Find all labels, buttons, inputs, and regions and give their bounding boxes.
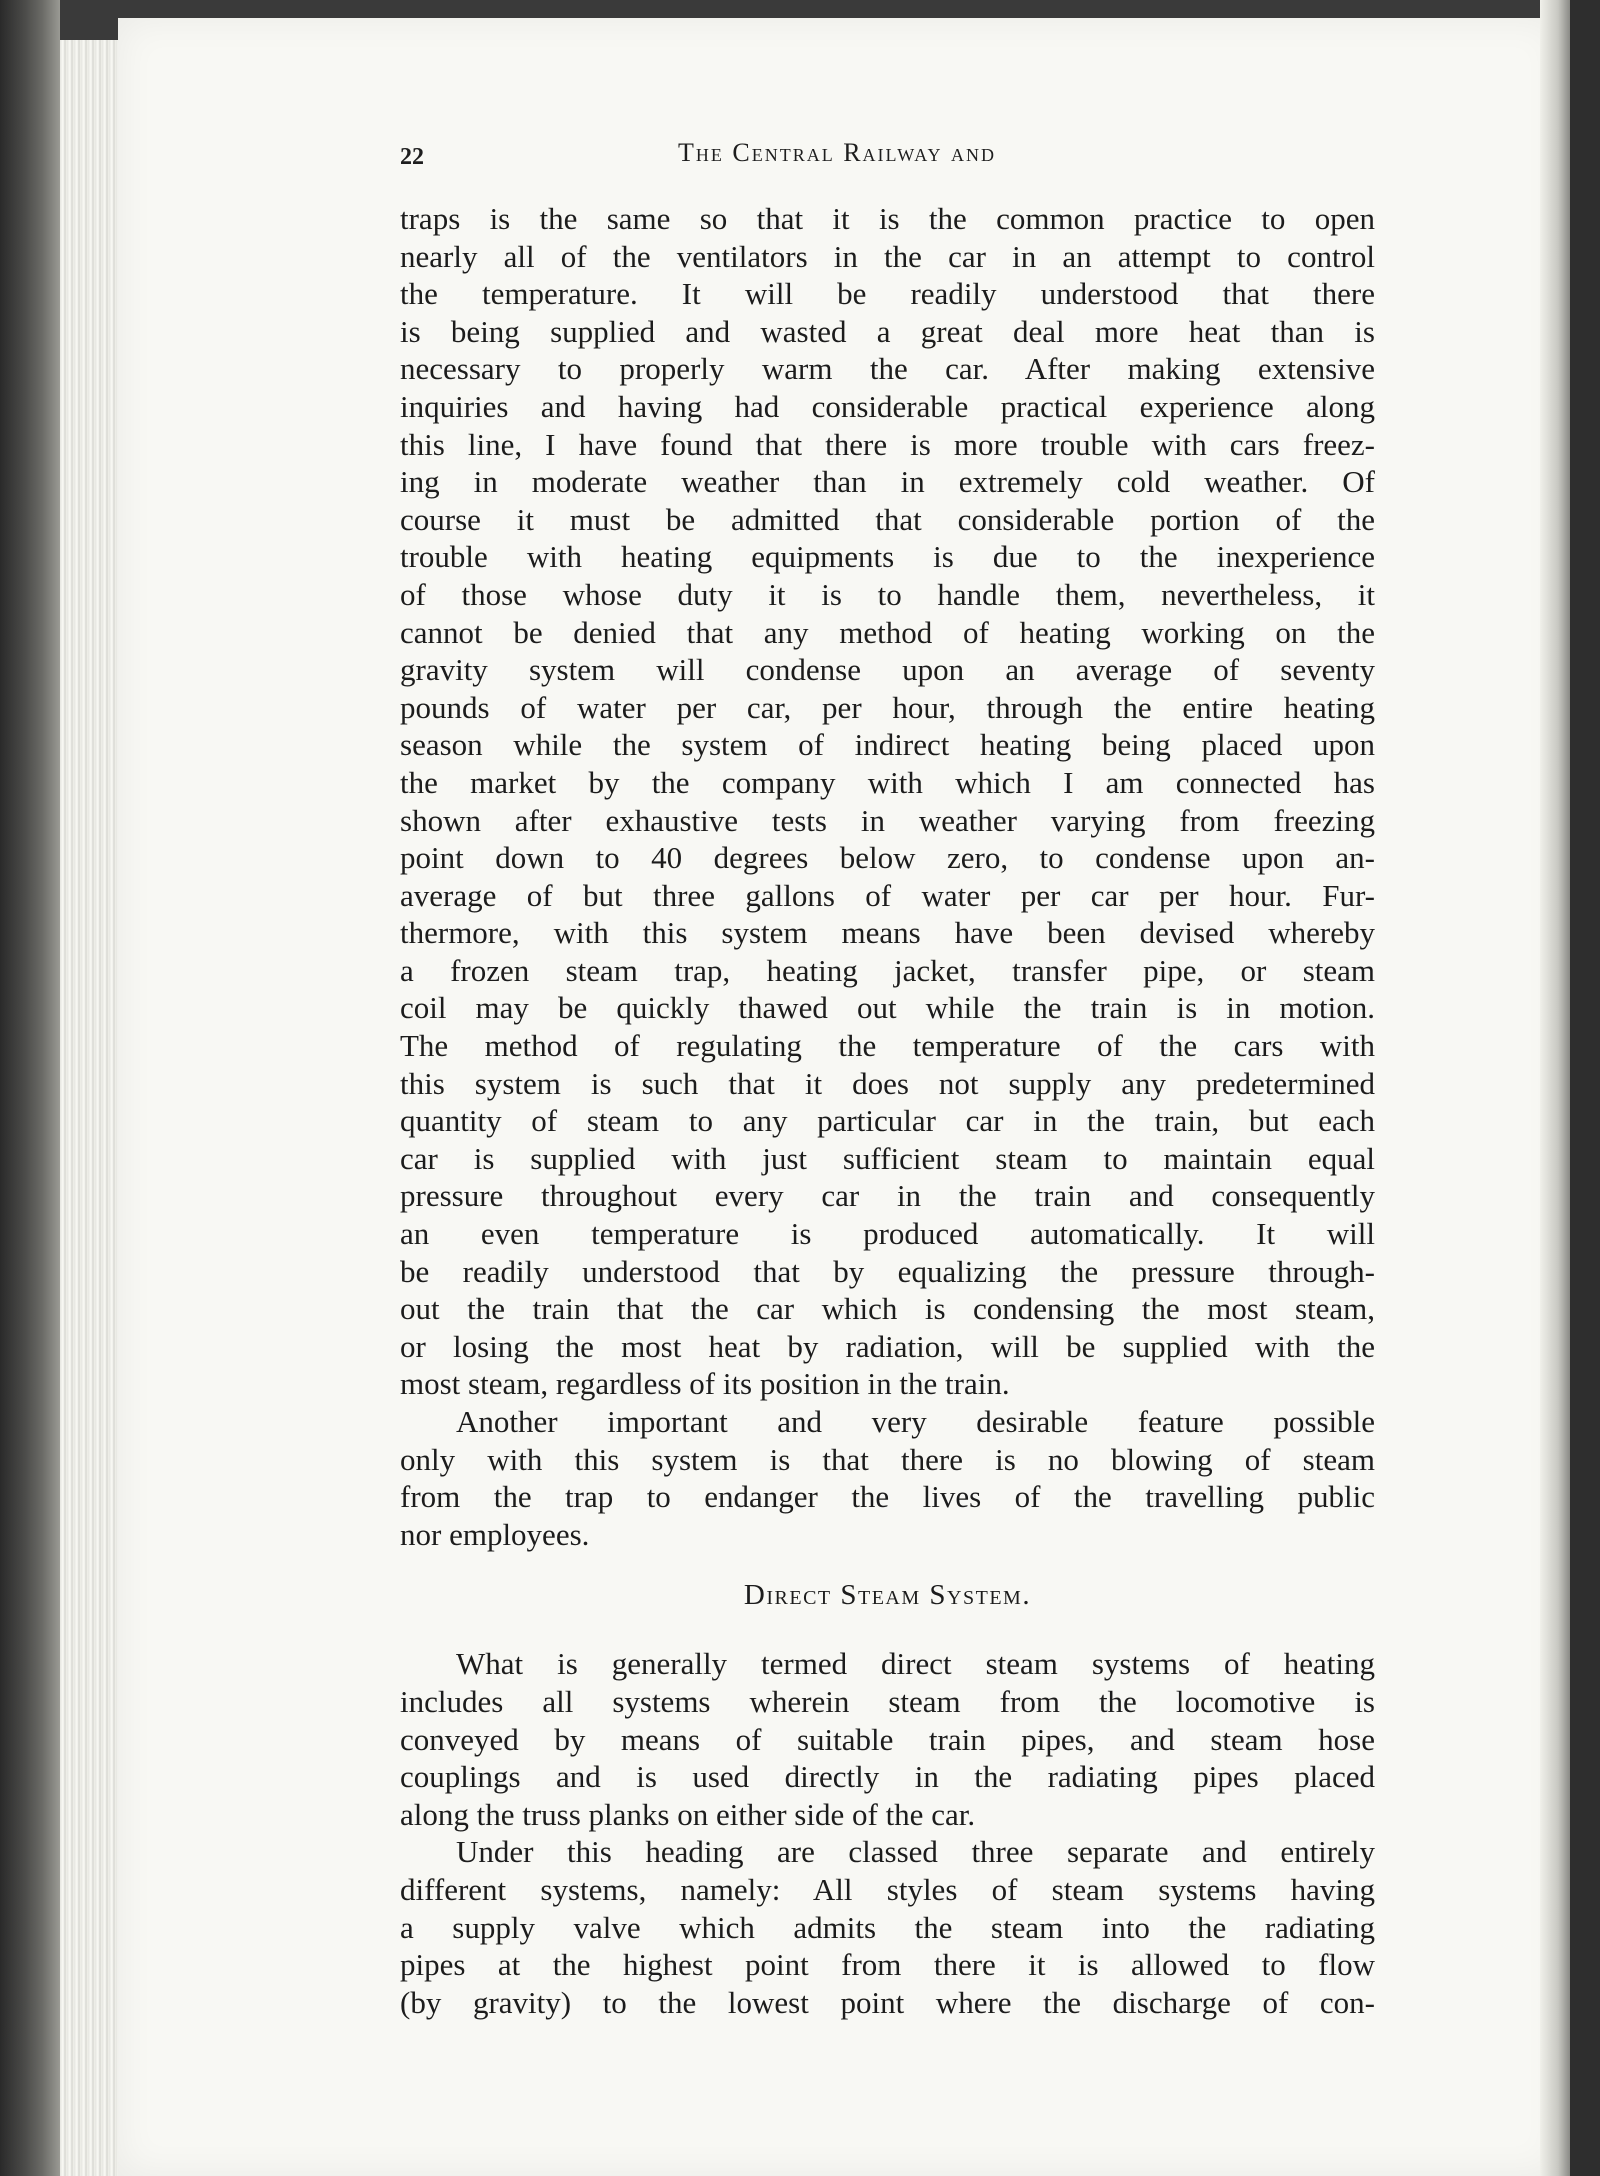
text-line: Under this heading are classed three separate and entirely	[456, 1834, 1375, 1870]
page-number: 22	[400, 144, 424, 170]
text-line: or losing the most heat by radiation, will be supplied with the	[400, 1328, 1375, 1364]
facing-page-edge	[1570, 0, 1600, 2176]
text-line: this line, I have found that there is more trouble with cars freez-	[400, 426, 1375, 462]
text-line: an even temperature is produced automatically. It will	[400, 1216, 1375, 1252]
text-line: quantity of steam to any particular car in the train, but each	[400, 1103, 1375, 1139]
text-line: season while the system of indirect heating being placed upon	[400, 727, 1375, 763]
text-line: What is generally termed direct steam systems of heating	[456, 1646, 1375, 1682]
text-line: nor employees.	[400, 1516, 590, 1552]
text-line: along the truss planks on either side of the car.	[400, 1796, 976, 1832]
text-line: a frozen steam trap, heating jacket, transfer pipe, or steam	[400, 952, 1375, 988]
paragraph-3	[400, 1645, 1375, 1833]
text-line: shown after exhaustive tests in weather varying from freezing	[400, 802, 1375, 838]
text-line: course it must be admitted that considerable portion of the	[400, 501, 1375, 537]
text-line: thermore, with this system means have been devised whereby	[400, 915, 1375, 951]
text-line: cannot be denied that any method of heating working on the	[400, 614, 1375, 650]
paragraph-1	[400, 200, 1375, 1403]
text-line: conveyed by means of suitable train pipes, and steam hose	[400, 1721, 1375, 1757]
text-line: pounds of water per car, per hour, through the entire heating	[400, 689, 1375, 725]
text-line: coil may be quickly thawed out while the train is in motion.	[400, 990, 1375, 1026]
book-gutter	[1540, 0, 1570, 2176]
page-edges	[60, 40, 120, 2176]
text-line: of those whose duty it is to handle them, nevertheless, it	[400, 576, 1375, 612]
text-line: different systems, namely: All styles of steam systems having	[400, 1871, 1375, 1907]
text-line: be readily understood that by equalizing the pressure through-	[400, 1253, 1375, 1289]
text-line: out the train that the car which is condensing the most steam,	[400, 1291, 1375, 1327]
section-heading: Direct Steam System.	[743, 1579, 1032, 1612]
text-line: average of but three gallons of water per car per hour. Fur-	[400, 877, 1375, 913]
text-line: nearly all of the ventilators in the car in an attempt to control	[400, 238, 1375, 274]
text-line: only with this system is that there is no blowing of steam	[400, 1441, 1375, 1477]
text-line: couplings and is used directly in the radiating pipes placed	[400, 1759, 1375, 1795]
text-line: gravity system will condense upon an average of seventy	[400, 652, 1375, 688]
page-header	[400, 138, 1400, 178]
text-line: Another important and very desirable feature possible	[456, 1404, 1375, 1439]
text-line: necessary to properly warm the car. After making extensive	[400, 351, 1375, 387]
text-line: traps is the same so that it is the common practice to open	[400, 201, 1375, 236]
text-line: car is supplied with just sufficient steam to maintain equal	[400, 1140, 1375, 1176]
text-line: ing in moderate weather than in extremely cold weather. Of	[400, 464, 1375, 500]
text-line: (by gravity) to the lowest point where the discharge of con-	[400, 1984, 1375, 2020]
paragraph-2	[400, 1403, 1375, 1553]
text-line: trouble with heating equipments is due to the inexperience	[400, 539, 1375, 575]
running-head: The Central Railway and	[678, 138, 997, 167]
text-line: point down to 40 degrees below zero, to condense upon an-	[400, 840, 1375, 876]
text-line: the temperature. It will be readily understood that there	[400, 276, 1375, 312]
text-line: includes all systems wherein steam from the locomotive is	[400, 1683, 1375, 1719]
text-line: the market by the company with which I am connected has	[400, 764, 1375, 800]
text-line: this system is such that it does not supply any predetermined	[400, 1065, 1375, 1101]
text-line: a supply valve which admits the steam into the radiating	[400, 1909, 1375, 1945]
text-line: The method of regulating the temperature of the cars with	[400, 1028, 1375, 1064]
text-line: from the trap to endanger the lives of the travelling public	[400, 1479, 1375, 1515]
book-binding-left	[0, 0, 60, 2176]
paragraph-4	[400, 1833, 1375, 2021]
text-line: pipes at the highest point from there it is allowed to flow	[400, 1947, 1375, 1983]
text-line: most steam, regardless of its position in the train.	[400, 1366, 1010, 1402]
body-text	[400, 200, 1375, 2021]
text-line: inquiries and having had considerable practical experience along	[400, 388, 1375, 424]
text-line: pressure throughout every car in the train and consequently	[400, 1178, 1375, 1214]
text-line: is being supplied and wasted a great deal more heat than is	[400, 313, 1375, 349]
